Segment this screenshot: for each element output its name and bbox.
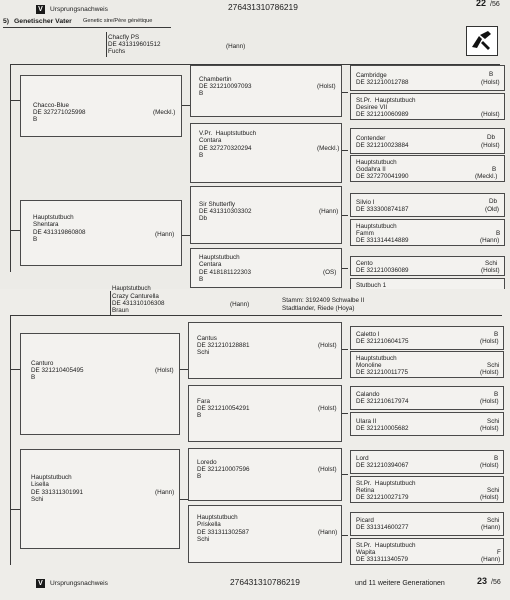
gen3-box-1 xyxy=(350,65,505,91)
subject-color: Braun xyxy=(112,307,129,314)
gen3-6-color: B xyxy=(496,230,501,237)
gen3-7-name: Picard xyxy=(356,517,374,524)
gen3-5-color: B xyxy=(494,455,499,462)
gen1-dam-id: DE 331311301991 xyxy=(31,489,84,496)
gen3-1-id: DE 321210604175 xyxy=(356,338,409,345)
gen3-5-name: Lord xyxy=(356,455,369,462)
gen2-3-name: Loredo xyxy=(197,459,217,466)
gen3-2-id: DE 321210011775 xyxy=(356,369,409,376)
gen3-5-breed: (Holst) xyxy=(480,462,499,469)
gen3-3-name: Calando xyxy=(356,391,380,398)
gen3-5-id: DE 333300874187 xyxy=(356,206,409,213)
gen3-box-6 xyxy=(350,219,505,246)
gen3-3-breed: (Holst) xyxy=(480,398,499,405)
gen2-2-color: B xyxy=(197,412,202,419)
gen1-dam-breed: (Hann) xyxy=(155,489,175,496)
gen2-4-id: DE 418181122303 xyxy=(199,269,252,276)
pedigree-top-rule xyxy=(10,315,502,316)
gen3-box-3 xyxy=(350,128,505,154)
gen1-sire-box xyxy=(20,333,180,435)
gen3-3-breed: (Holst) xyxy=(481,142,500,149)
ursprungsnachweis-logo-icon: V xyxy=(36,579,45,588)
gen2-4-name: Hauptstutbuch Centara xyxy=(199,254,240,269)
gen3-8-id: DE 331311340579 xyxy=(356,556,409,563)
subject-breed: (Hann) xyxy=(226,43,246,50)
gen3-8-color: F xyxy=(497,549,501,556)
gen3-4-breed: (Meckl.) xyxy=(475,173,498,180)
subject-color: Fuchs xyxy=(108,48,126,55)
gen3-1-name: Caletto I xyxy=(356,331,380,338)
gen3-7-id: DE 331314600277 xyxy=(356,524,409,531)
gen1-sire-breed: (Holst) xyxy=(155,367,174,374)
section-title: Genetischer Vater xyxy=(14,18,72,25)
gen3-5-color: Db xyxy=(489,198,498,205)
gen2-1-id: DE 321210128881 xyxy=(197,342,250,349)
gen2-3-name: Sir Shutterfly xyxy=(199,201,236,208)
gen2-4-color: Schi xyxy=(197,536,210,543)
gen3-3-color: Db xyxy=(487,134,496,141)
gen2-4-color: B xyxy=(199,276,204,283)
gen3-4-color: B xyxy=(492,166,497,173)
gen3-4-id: DE 327270041990 xyxy=(356,173,409,180)
gen3-1-name: Cambridge xyxy=(356,72,387,79)
gen3-box-2 xyxy=(350,93,505,120)
gen3-box-5 xyxy=(350,193,505,217)
gen3-8-name: Stutbuch 1 xyxy=(356,282,387,289)
gen2-2-breed: (Holst) xyxy=(318,405,337,412)
gen1-sire-color: B xyxy=(31,374,36,381)
gen2-3-color: B xyxy=(197,473,202,480)
gen2-box-4 xyxy=(190,248,342,288)
gen3-6-color: Schi xyxy=(487,487,500,494)
gen3-box-1 xyxy=(350,326,504,350)
page-23 xyxy=(0,286,510,600)
gen3-2-name: Hauptstutbuch Monoline xyxy=(356,355,397,370)
gen2-box-3 xyxy=(188,448,342,501)
gen2-box-4 xyxy=(188,505,342,563)
gen3-7-breed: (Hann) xyxy=(481,524,501,531)
gen2-2-breed: (Meckl.) xyxy=(317,145,340,152)
gen3-5-id: DE 321210394067 xyxy=(356,462,409,469)
subject-id: DE 431310106308 xyxy=(112,300,165,307)
gen1-dam-name: Hauptstutbuch Lisella xyxy=(31,474,72,489)
gen3-1-color: B xyxy=(494,331,499,338)
subject-name: Crazy Canturella xyxy=(112,293,159,300)
cut-header: Hauptstutbuch xyxy=(112,286,151,292)
gen3-8-breed: (Hann) xyxy=(481,556,501,563)
page-number: 22 xyxy=(476,0,487,8)
gen2-2-name: V.Pr. Hauptstutbuch Contara xyxy=(199,130,257,145)
gen3-1-color: B xyxy=(489,71,494,78)
gen2-2-id: DE 321210054291 xyxy=(197,405,250,412)
gen3-1-breed: (Holst) xyxy=(481,79,500,86)
gen1-dam-box xyxy=(20,449,180,549)
gen3-box-4 xyxy=(350,412,504,436)
gen1-sire-id: DE 321210405495 xyxy=(31,367,84,374)
gen2-3-id: DE 431310303302 xyxy=(199,208,252,215)
gen2-4-id: DE 331311302587 xyxy=(197,529,250,536)
gen2-1-id: DE 321210097093 xyxy=(199,83,252,90)
gen2-box-1 xyxy=(190,65,342,117)
gen3-box-7 xyxy=(350,256,505,276)
gen2-3-id: DE 321210007596 xyxy=(197,466,250,473)
gen3-6-breed: (Holst) xyxy=(480,494,499,501)
gen3-3-name: Contender xyxy=(356,135,386,142)
gen2-1-breed: (Holst) xyxy=(318,342,337,349)
gen3-4-id: DE 321210005682 xyxy=(356,425,409,432)
gen3-2-breed: (Holst) xyxy=(481,111,500,118)
gen3-2-breed: (Holst) xyxy=(480,369,499,376)
subject-breed: (Hann) xyxy=(230,301,250,308)
gen2-1-name: Cantus xyxy=(197,335,217,342)
gen2-1-breed: (Holst) xyxy=(317,83,336,90)
gen2-1-name: Chambertin xyxy=(199,76,232,83)
gen3-7-color: Schi xyxy=(487,517,500,524)
breeder-text: Stadtlander, Riede (Hoya) xyxy=(282,305,355,312)
gen1-dam-name: Hauptstutbuch Shentara xyxy=(33,214,74,229)
gen2-4-breed: (Hann) xyxy=(318,529,338,536)
gen1-dam-id: DE 431319860808 xyxy=(33,229,86,236)
gen3-7-breed: (Holst) xyxy=(481,267,500,274)
gen3-1-id: DE 321210012788 xyxy=(356,79,409,86)
gen3-3-color: B xyxy=(494,391,499,398)
gen3-box-7 xyxy=(350,512,504,536)
gen3-2-color: Schi xyxy=(487,362,500,369)
gen2-1-color: Schi xyxy=(197,349,210,356)
gen2-box-2 xyxy=(188,385,342,442)
gen3-7-id: DE 321210036089 xyxy=(356,267,409,274)
gen2-3-color: Db xyxy=(199,215,208,222)
gen2-2-name: Fara xyxy=(197,398,210,405)
gen3-2-id: DE 321210060989 xyxy=(356,111,409,118)
generations-note: und 11 weitere Generationen xyxy=(355,580,445,587)
gen2-box-1 xyxy=(188,322,342,379)
doc-number: 276431310786219 xyxy=(228,2,298,12)
gen3-4-color: Schi xyxy=(487,418,500,425)
gen3-box-3 xyxy=(350,386,504,410)
gen1-sire-name: Canturo xyxy=(31,360,54,367)
gen3-6-name: St.Pr. Hauptstutbuch Retina xyxy=(356,480,416,495)
gen3-5-breed: (Old) xyxy=(485,206,499,213)
gen3-box-6 xyxy=(350,476,504,503)
gen3-4-breed: (Holst) xyxy=(480,425,499,432)
section-number: 5) xyxy=(3,18,10,25)
gen3-2-name: St.Pr. Hauptstutbuch Desiree VII xyxy=(356,97,416,112)
gen2-2-color: B xyxy=(199,152,204,159)
gen3-4-name: Hauptstutbuch Godahra II xyxy=(356,159,397,174)
gen3-4-name: Ulara II xyxy=(356,418,377,425)
gen1-dam-color: Schi xyxy=(31,496,44,503)
gen3-5-name: Silvio I xyxy=(356,199,375,206)
gen3-8-name: St.Pr. Hauptstutbuch Wapita xyxy=(356,542,416,557)
gen3-box-8 xyxy=(350,538,504,565)
page-total: /56 xyxy=(490,1,500,8)
gen2-3-breed: (Hann) xyxy=(319,208,339,215)
gen2-box-3 xyxy=(190,186,342,244)
gen2-4-name: Hauptstutbuch Priskella xyxy=(197,514,238,529)
gen1-sire-box xyxy=(20,75,182,137)
gen2-box-2 xyxy=(190,123,342,183)
subject-name: Chacfly PS xyxy=(108,34,140,41)
subject-id: DE 431319601512 xyxy=(108,41,161,48)
gen3-box-5 xyxy=(350,450,504,474)
header-label: Ursprungsnachweis xyxy=(50,6,108,13)
gen3-7-name: Cento xyxy=(356,260,373,267)
gen2-3-breed: (Holst) xyxy=(318,466,337,473)
gen3-box-4 xyxy=(350,155,505,182)
footer-doc-number: 276431310786219 xyxy=(230,577,300,587)
gen2-4-breed: (OS) xyxy=(323,269,337,276)
gen3-1-breed: (Holst) xyxy=(480,338,499,345)
gen3-6-breed: (Hann) xyxy=(480,237,500,244)
horse-brand-icon xyxy=(466,26,498,56)
gen3-box-2 xyxy=(350,351,504,378)
gen3-3-id: DE 321210023884 xyxy=(356,142,409,149)
section-subtitle: Genetic sire/Père génétique xyxy=(83,18,153,24)
gen1-dam-color: B xyxy=(33,236,38,243)
gen1-dam-breed: (Hann) xyxy=(155,231,175,238)
gen3-3-id: DE 321210617974 xyxy=(356,398,409,405)
gen1-sire-id: DE 327271025998 xyxy=(33,109,86,116)
footer-label: Ursprungsnachweis xyxy=(50,580,108,587)
ursprungsnachweis-logo-icon: V xyxy=(36,5,45,14)
gen3-6-id: DE 331314414889 xyxy=(356,237,409,244)
stamm-text: Stamm: 3192409 Schwalbe II xyxy=(282,297,365,304)
gen1-sire-color: B xyxy=(33,116,38,123)
gen3-6-name: Hauptstutbuch Famm xyxy=(356,223,397,238)
page-number: 23 xyxy=(477,576,488,586)
page-total: /56 xyxy=(491,579,501,586)
gen2-1-color: B xyxy=(199,90,204,97)
gen1-sire-breed: (Meckl.) xyxy=(153,109,176,116)
gen1-dam-box xyxy=(20,200,182,266)
gen1-sire-name: Chacco-Blue xyxy=(33,102,70,109)
page-22 xyxy=(0,0,510,290)
gen2-2-id: DE 327270320294 xyxy=(199,145,252,152)
gen3-7-color: Schi xyxy=(485,260,498,267)
section-underline xyxy=(3,27,171,28)
gen3-6-id: DE 321210027179 xyxy=(356,494,409,501)
